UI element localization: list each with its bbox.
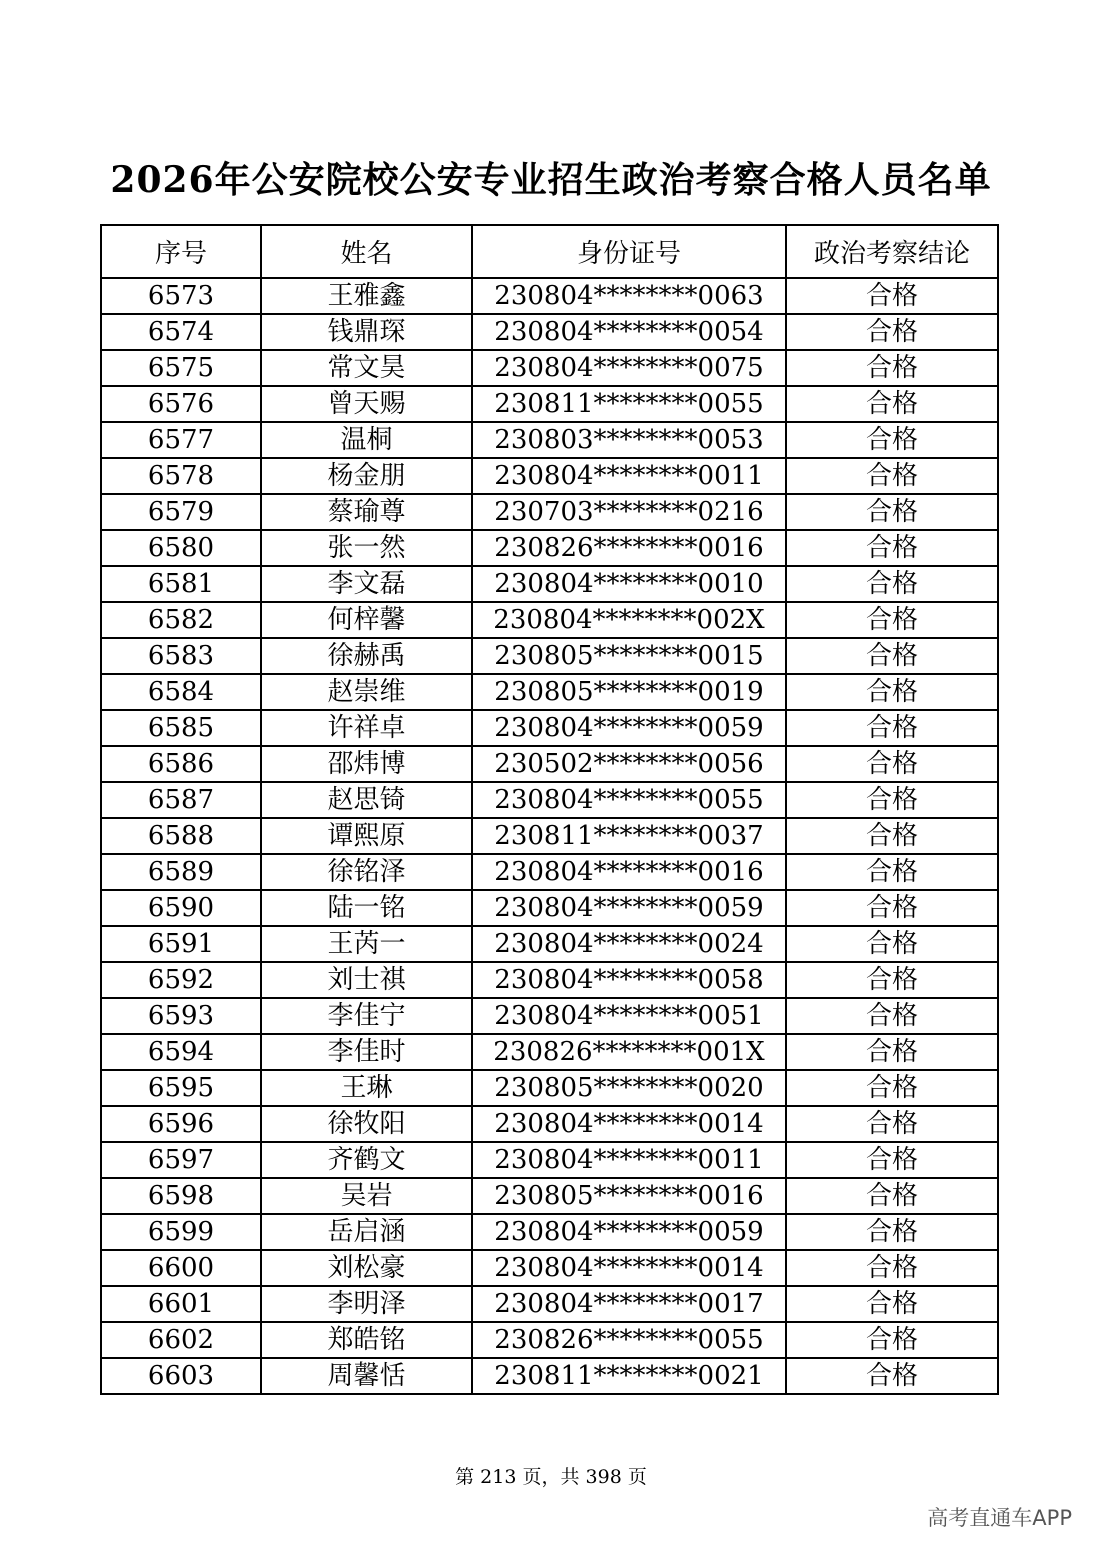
cell-name: 温桐 — [261, 422, 472, 458]
table-row — [101, 1214, 998, 1250]
roster-table — [100, 224, 999, 1395]
cell-name: 许祥卓 — [261, 710, 472, 746]
table-row — [101, 890, 998, 926]
cell-id-number: 230826********0055 — [472, 1322, 786, 1358]
cell-id-number: 230804********0010 — [472, 566, 786, 602]
cell-conclusion: 合格 — [786, 278, 998, 314]
cell-serial-number: 6594 — [101, 1034, 261, 1070]
cell-conclusion: 合格 — [786, 818, 998, 854]
cell-name: 刘士祺 — [261, 962, 472, 998]
cell-id-number: 230811********0021 — [472, 1358, 786, 1394]
cell-serial-number: 6576 — [101, 386, 261, 422]
table-row — [101, 746, 998, 782]
cell-id-number: 230804********0054 — [472, 314, 786, 350]
cell-serial-number: 6593 — [101, 998, 261, 1034]
cell-id-number: 230804********0075 — [472, 350, 786, 386]
cell-name: 李佳时 — [261, 1034, 472, 1070]
cell-serial-number: 6575 — [101, 350, 261, 386]
cell-conclusion: 合格 — [786, 1214, 998, 1250]
cell-id-number: 230804********002X — [472, 602, 786, 638]
table-row — [101, 1070, 998, 1106]
cell-serial-number: 6596 — [101, 1106, 261, 1142]
cell-conclusion: 合格 — [786, 1178, 998, 1214]
header-id-number: 身份证号 — [472, 225, 786, 278]
cell-conclusion: 合格 — [786, 458, 998, 494]
cell-conclusion: 合格 — [786, 998, 998, 1034]
cell-conclusion: 合格 — [786, 1286, 998, 1322]
cell-conclusion: 合格 — [786, 422, 998, 458]
cell-id-number: 230804********0017 — [472, 1286, 786, 1322]
cell-id-number: 230804********0055 — [472, 782, 786, 818]
cell-id-number: 230804********0051 — [472, 998, 786, 1034]
cell-id-number: 230804********0024 — [472, 926, 786, 962]
cell-serial-number: 6592 — [101, 962, 261, 998]
cell-id-number: 230804********0011 — [472, 458, 786, 494]
table-row — [101, 926, 998, 962]
cell-conclusion: 合格 — [786, 926, 998, 962]
cell-conclusion: 合格 — [786, 1322, 998, 1358]
cell-name: 蔡瑜尊 — [261, 494, 472, 530]
table-row — [101, 1250, 998, 1286]
cell-conclusion: 合格 — [786, 1250, 998, 1286]
cell-serial-number: 6589 — [101, 854, 261, 890]
cell-serial-number: 6587 — [101, 782, 261, 818]
cell-conclusion: 合格 — [786, 566, 998, 602]
table-row — [101, 782, 998, 818]
table-body — [101, 278, 998, 1394]
cell-id-number: 230804********0059 — [472, 890, 786, 926]
cell-name: 赵崇维 — [261, 674, 472, 710]
table-row — [101, 638, 998, 674]
cell-name: 杨金朋 — [261, 458, 472, 494]
header-name: 姓名 — [261, 225, 472, 278]
cell-name: 李明泽 — [261, 1286, 472, 1322]
cell-name: 钱鼎琛 — [261, 314, 472, 350]
cell-name: 邵炜博 — [261, 746, 472, 782]
cell-conclusion: 合格 — [786, 314, 998, 350]
cell-conclusion: 合格 — [786, 530, 998, 566]
table-row — [101, 710, 998, 746]
cell-name: 张一然 — [261, 530, 472, 566]
cell-conclusion: 合格 — [786, 350, 998, 386]
cell-name: 何梓馨 — [261, 602, 472, 638]
cell-conclusion: 合格 — [786, 854, 998, 890]
cell-id-number: 230804********0059 — [472, 1214, 786, 1250]
cell-name: 郑皓铭 — [261, 1322, 472, 1358]
table-row — [101, 422, 998, 458]
cell-name: 王雅鑫 — [261, 278, 472, 314]
table-row — [101, 998, 998, 1034]
cell-name: 王芮一 — [261, 926, 472, 962]
table-row — [101, 1358, 998, 1394]
cell-serial-number: 6597 — [101, 1142, 261, 1178]
cell-serial-number: 6586 — [101, 746, 261, 782]
table-row — [101, 854, 998, 890]
cell-conclusion: 合格 — [786, 494, 998, 530]
table-row — [101, 1286, 998, 1322]
cell-conclusion: 合格 — [786, 746, 998, 782]
cell-serial-number: 6580 — [101, 530, 261, 566]
cell-conclusion: 合格 — [786, 386, 998, 422]
cell-serial-number: 6577 — [101, 422, 261, 458]
cell-name: 谭熙原 — [261, 818, 472, 854]
cell-serial-number: 6574 — [101, 314, 261, 350]
cell-name: 曾天赐 — [261, 386, 472, 422]
cell-conclusion: 合格 — [786, 962, 998, 998]
table-header — [101, 225, 998, 278]
table-row — [101, 278, 998, 314]
cell-name: 王琳 — [261, 1070, 472, 1106]
page-number: 第 213 页，共 398 页 — [455, 1466, 647, 1488]
cell-id-number: 230805********0020 — [472, 1070, 786, 1106]
cell-name: 李佳宁 — [261, 998, 472, 1034]
cell-id-number: 230805********0015 — [472, 638, 786, 674]
cell-name: 周馨恬 — [261, 1358, 472, 1394]
cell-serial-number: 6595 — [101, 1070, 261, 1106]
cell-conclusion: 合格 — [786, 1034, 998, 1070]
cell-id-number: 230804********0063 — [472, 278, 786, 314]
cell-name: 徐铭泽 — [261, 854, 472, 890]
cell-id-number: 230811********0055 — [472, 386, 786, 422]
cell-serial-number: 6601 — [101, 1286, 261, 1322]
header-row — [101, 225, 998, 278]
cell-id-number: 230502********0056 — [472, 746, 786, 782]
cell-serial-number: 6585 — [101, 710, 261, 746]
cell-serial-number: 6583 — [101, 638, 261, 674]
cell-serial-number: 6599 — [101, 1214, 261, 1250]
cell-serial-number: 6603 — [101, 1358, 261, 1394]
cell-name: 陆一铭 — [261, 890, 472, 926]
cell-id-number: 230826********001X — [472, 1034, 786, 1070]
watermark: 高考直通车APP — [927, 1506, 1072, 1530]
table-row — [101, 494, 998, 530]
cell-id-number: 230826********0016 — [472, 530, 786, 566]
cell-serial-number: 6591 — [101, 926, 261, 962]
table-row — [101, 674, 998, 710]
table-row — [101, 1034, 998, 1070]
cell-conclusion: 合格 — [786, 1142, 998, 1178]
table-row — [101, 1322, 998, 1358]
cell-conclusion: 合格 — [786, 1358, 998, 1394]
cell-serial-number: 6584 — [101, 674, 261, 710]
cell-conclusion: 合格 — [786, 782, 998, 818]
cell-serial-number: 6590 — [101, 890, 261, 926]
table-row — [101, 818, 998, 854]
cell-serial-number: 6573 — [101, 278, 261, 314]
table-row — [101, 458, 998, 494]
table-row — [101, 1142, 998, 1178]
cell-name: 赵思锜 — [261, 782, 472, 818]
cell-conclusion: 合格 — [786, 602, 998, 638]
cell-name: 吴岩 — [261, 1178, 472, 1214]
cell-name: 岳启涵 — [261, 1214, 472, 1250]
cell-id-number: 230803********0053 — [472, 422, 786, 458]
page-title: 2026年公安院校公安专业招生政治考察合格人员名单 — [110, 159, 992, 201]
table-row — [101, 350, 998, 386]
table-row — [101, 386, 998, 422]
cell-conclusion: 合格 — [786, 638, 998, 674]
cell-serial-number: 6578 — [101, 458, 261, 494]
cell-serial-number: 6582 — [101, 602, 261, 638]
cell-serial-number: 6602 — [101, 1322, 261, 1358]
cell-conclusion: 合格 — [786, 1070, 998, 1106]
cell-id-number: 230804********0011 — [472, 1142, 786, 1178]
table-row — [101, 566, 998, 602]
cell-conclusion: 合格 — [786, 890, 998, 926]
header-conclusion: 政治考察结论 — [786, 225, 998, 278]
cell-name: 徐牧阳 — [261, 1106, 472, 1142]
cell-id-number: 230805********0016 — [472, 1178, 786, 1214]
cell-serial-number: 6588 — [101, 818, 261, 854]
cell-id-number: 230703********0216 — [472, 494, 786, 530]
table-row — [101, 1106, 998, 1142]
table-row — [101, 314, 998, 350]
cell-id-number: 230805********0019 — [472, 674, 786, 710]
cell-name: 常文昊 — [261, 350, 472, 386]
table-row — [101, 962, 998, 998]
cell-id-number: 230804********0059 — [472, 710, 786, 746]
cell-conclusion: 合格 — [786, 1106, 998, 1142]
cell-id-number: 230804********0058 — [472, 962, 786, 998]
cell-name: 齐鹤文 — [261, 1142, 472, 1178]
cell-conclusion: 合格 — [786, 674, 998, 710]
cell-id-number: 230804********0014 — [472, 1250, 786, 1286]
cell-name: 李文磊 — [261, 566, 472, 602]
cell-serial-number: 6600 — [101, 1250, 261, 1286]
table-row — [101, 1178, 998, 1214]
header-serial-number: 序号 — [101, 225, 261, 278]
cell-id-number: 230811********0037 — [472, 818, 786, 854]
cell-conclusion: 合格 — [786, 710, 998, 746]
cell-name: 徐赫禹 — [261, 638, 472, 674]
table-row — [101, 602, 998, 638]
cell-name: 刘松豪 — [261, 1250, 472, 1286]
cell-serial-number: 6598 — [101, 1178, 261, 1214]
cell-id-number: 230804********0014 — [472, 1106, 786, 1142]
cell-id-number: 230804********0016 — [472, 854, 786, 890]
cell-serial-number: 6579 — [101, 494, 261, 530]
cell-serial-number: 6581 — [101, 566, 261, 602]
table-row — [101, 530, 998, 566]
